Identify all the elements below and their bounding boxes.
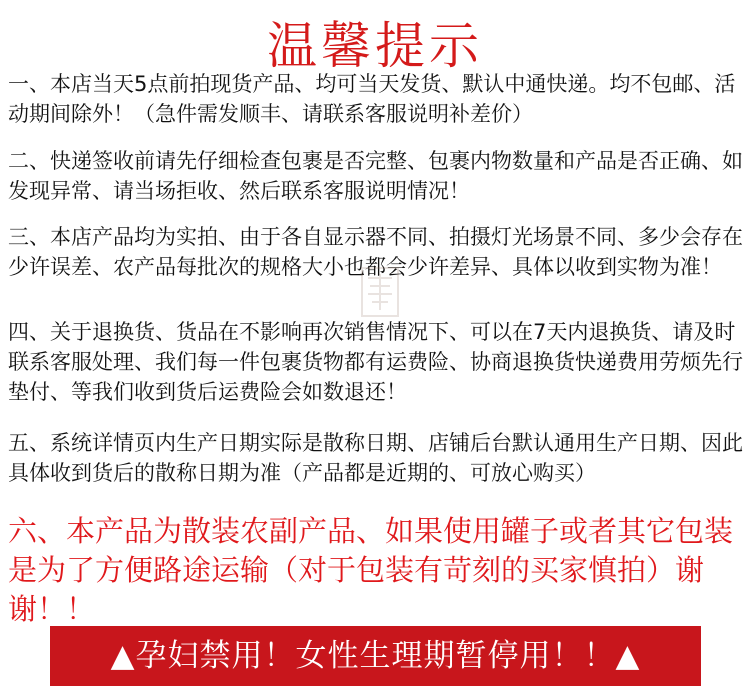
watermark-stamp-icon: [358, 264, 402, 320]
notice-paragraph-4: 四、关于退换货、货品在不影响再次销售情况下、可以在7天内退换货、请及时联系客服处理、我们每一件包裹货物都有运费险、协商退换货快递费用劳烦先行垫付、等我们收到货后运费险会如数退还！: [8, 320, 743, 404]
notice-paragraph-2: 二、快递签收前请先仔细检查包裹是否完整、包裹内物数量和产品是否正确、如发现异常、请当场拒收、然后联系客服说明情况！: [8, 149, 743, 203]
warning-banner: ▲孕妇禁用！女性生理期暂停用！！▲: [50, 626, 701, 686]
notice-paragraph-5: 五、系统详情页内生产日期实际是散称日期、店铺后台默认通用生产日期、因此具体收到货后的散称日期为准（产品都是近期的、可放心购买）: [8, 431, 743, 485]
notice-paragraph-6-highlight: 六、本产品为散装农副产品、如果使用罐子或者其它包装是为了方便路途运输（对于包装有苛刻的买家慎拍）谢谢！！: [8, 514, 734, 626]
notice-paragraph-1: 一、本店当天5点前拍现货产品、均可当天发货、默认中通快递。均不包邮、活动期间除外！（急件需发顺丰、请联系客服说明补差价）: [8, 72, 736, 126]
notice-paragraph-3: 三、本店产品均为实拍、由于各自显示器不同、拍摄灯光场景不同、多少会存在少许误差、农产品每批次的规格大小也都会少许差异、具体以收到实物为准！: [8, 225, 743, 279]
page-title: 温馨提示: [267, 17, 483, 75]
